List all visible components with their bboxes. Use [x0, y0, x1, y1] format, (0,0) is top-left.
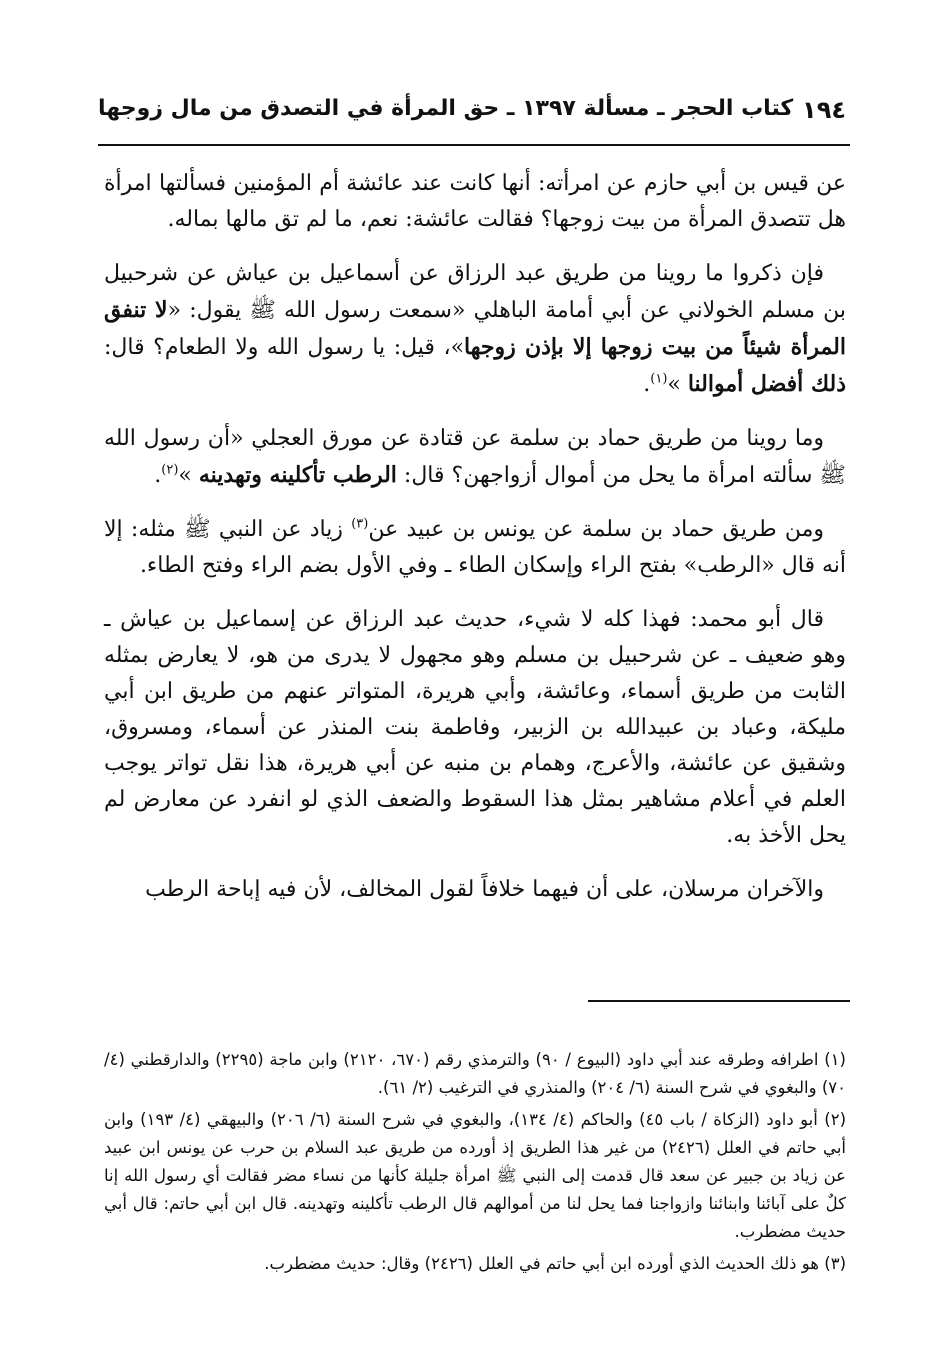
header-rule — [98, 144, 850, 146]
paragraph-2 — [104, 256, 846, 403]
paragraph-4-text-a: ومن طريق حماد بن سلمة عن يونس بن عبيد عن — [368, 517, 824, 542]
hadith-quote-1: لا تنفق المرأة شيئاً من بيت زوجها إلا بإذن زوجها — [104, 297, 846, 360]
paragraph-3-text-a: وما روينا من طريق حماد بن سلمة عن قتادة عن مورق العجلي «أن رسول الله ﷺ سألته امرأة ما يحل من أموال أزواجهن؟ قال: — [104, 426, 846, 488]
main-text — [104, 166, 846, 926]
footnote-ref-2: (٢) — [161, 462, 179, 478]
paragraph-4-text-b: زياد عن النبي ﷺ مثله: إلا أنه قال «الرطب» بفتح الراء وإسكان الطاء ـ وفي الأول بضم الراء وفتح الطاء. — [104, 517, 846, 578]
paragraph-3-end: . — [154, 463, 162, 488]
paragraph-5: قال أبو محمد: فهذا كله لا شيء، حديث عبد الرزاق عن إسماعيل بن عياش ـ وهو ضعيف ـ عن شرحبيل بن مسلم وهو مجهول لا يدرى من هو، لا يعارض بمثله الثابت من طريق أسماء، وعائشة، وأبي هريرة، المتواتر عنهم من طريق ابن أبي مليكة، وعباد بن عبيدالله بن الزبير، وفاطمة بنت المنذر عن أسماء، ومسروق، وشقيق عن عائشة، والأعرج، وهمام بن منبه عن أبي هريرة، هذا نقل تواتر يوجب العلم في أعلام مشاهير بمثل هذا السقوط والضعف الذي لو انفرد عن معارض لم يحل الأخذ به. — [104, 607, 846, 848]
paragraph-3 — [104, 421, 846, 494]
footnotes — [104, 1046, 846, 1282]
footnote-3: (٣) هو ذلك الحديث الذي أورده ابن أبي حاتم في العلل (٢٤٢٦) وقال: حديث مضطرب. — [264, 1254, 846, 1273]
paragraph-2-text-c: »، قيل: يا رسول الله ولا الطعام؟ قال: — [104, 335, 465, 360]
paragraph-2-end: . — [643, 372, 651, 397]
footnote-rule — [588, 1000, 850, 1002]
page-number: ١٩٤ — [802, 96, 846, 124]
paragraph-2-text-a: فإن ذكروا ما روينا من طريق عبد الرزاق عن أسماعيل بن عياش عن شرحبيل بن مسلم الخولاني عن أبي أمامة الباهلي «سمعت رسول الله ﷺ يقول: « — [104, 261, 846, 323]
footnote-ref-3: (٣) — [351, 516, 369, 532]
paragraph-2-text-e: » — [667, 372, 688, 397]
hadith-quote-2: ذلك أفضل أموالنا — [687, 371, 846, 397]
paragraph-3-text-c: » — [178, 463, 199, 488]
footnote-2: (٢) أبو داود (الزكاة / باب ٤٥) والحاكم (٤/ ١٣٤)، والبغوي في شرح السنة (٦/ ٢٠٦) والبيهقي (٤/ ١٩٣) وابن أبي حاتم في العلل (٢٤٢٦) من غير هذا الطريق إذ أورده من طريق عبد السلام بن حرب عن يونس ابن عبيد عن زياد بن جبير عن سعد قال قدمت إلى النبي ﷺ امرأة جليلة كأنها من نساء مضر فقالت أي رسول الله إنا كلٌ على آبائنا وابنائنا وازواجنا فما يحل لنا من أموالهم قال الرطب تأكلينه وتهدينه. قال ابن أبي حاتم: قال أبي حديث مضطرب. — [104, 1110, 846, 1241]
footnote-1: (١) اطرافه وطرقه عند أبي داود (البيوع / ٩٠) والترمذي رقم (٦٧٠، ٢١٢٠) وابن ماجة (٢٢٩٥) والدارقطني (٤/ ٧٠) والبغوي في شرح السنة (٦/ ٢٠٤) والمنذري في الترغيب (٢/ ٦١). — [104, 1050, 846, 1097]
paragraph-4 — [104, 512, 846, 584]
paragraph-6: والآخران مرسلان، على أن فيهما خلافاً لقول المخالف، لأن فيه إباحة الرطب — [145, 877, 824, 902]
hadith-quote-3: الرطب تأكلينه وتهدينه — [198, 462, 397, 488]
paragraph-1: عن قيس بن أبي حازم عن امرأته: أنها كانت عند عائشة أم المؤمنين فسألتها امرأة هل تتصدق المرأة من بيت زوجها؟ فقالت عائشة: نعم، ما لم تق مالها بماله. — [104, 171, 846, 232]
page-header — [98, 86, 846, 134]
footnote-ref-1: (١) — [650, 371, 668, 387]
running-title: كتاب الحجر ـ مسألة ١٣٩٧ ـ حق المرأة في التصدق من مال زوجها — [98, 96, 794, 121]
